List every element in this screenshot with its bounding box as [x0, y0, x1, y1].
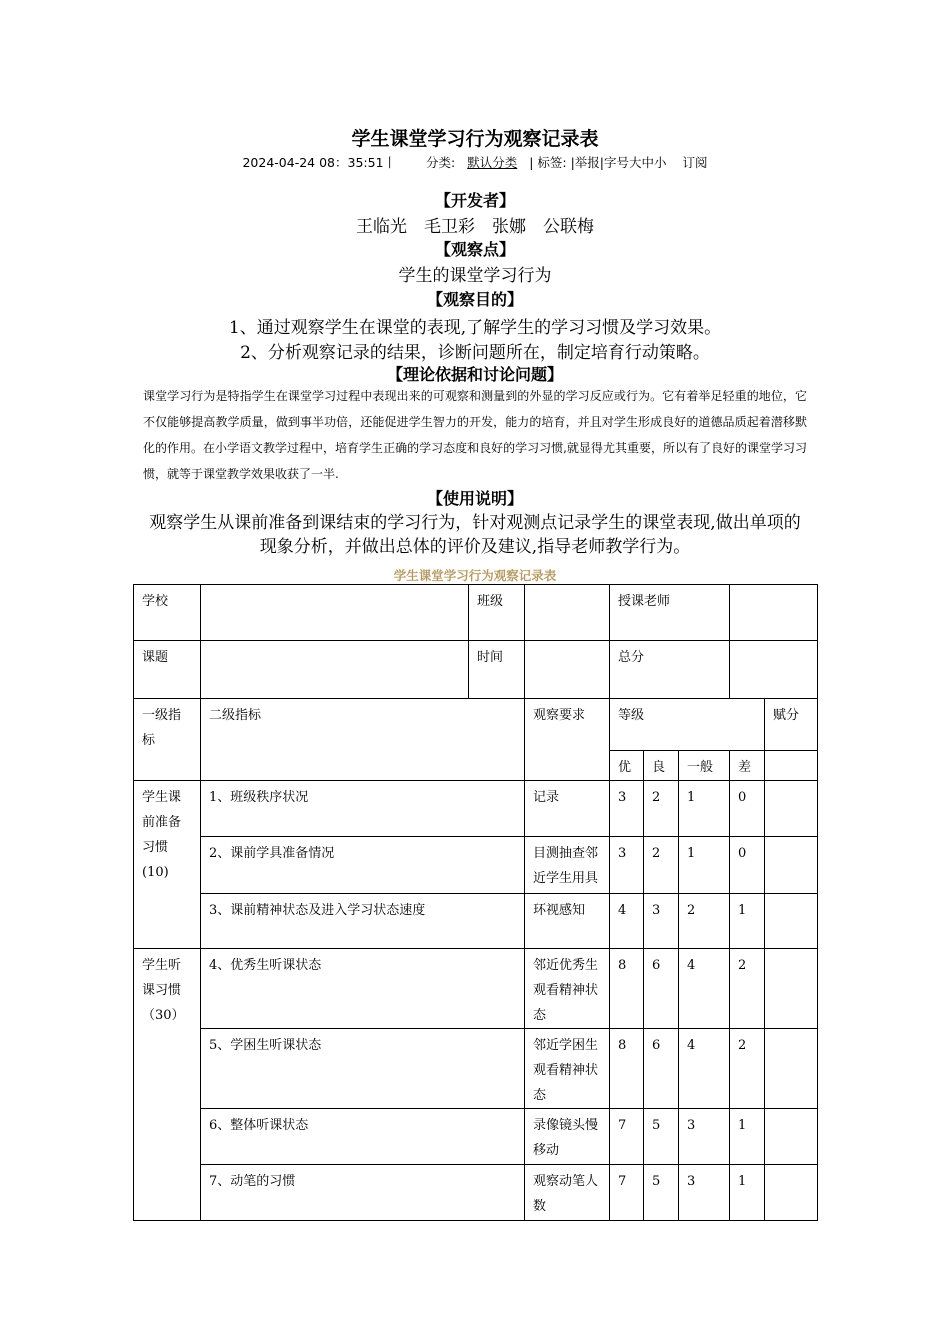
observation-requirement: 邻近学困生观看精神状态 — [525, 1029, 610, 1109]
indicator-item: 2、课前学具准备情况 — [201, 837, 525, 894]
table-row — [134, 781, 818, 837]
grade-average: 3 — [679, 1165, 730, 1221]
score-subheader — [765, 751, 818, 781]
time-label: 时间 — [469, 641, 525, 699]
grade-poor: 2 — [730, 1029, 765, 1109]
score-cell[interactable] — [765, 1109, 818, 1165]
col-grade-header: 等级 — [610, 699, 765, 751]
grade-poor: 1 — [730, 1165, 765, 1221]
teacher-value[interactable] — [730, 585, 818, 641]
grade-poor: 2 — [730, 949, 765, 1029]
grade-average-header: 一般 — [679, 751, 730, 781]
tag-links[interactable]: | 标签: |举报|字号大中小 — [529, 155, 667, 170]
purpose-heading: 【观察目的】 — [426, 290, 523, 309]
grade-good: 5 — [644, 1109, 679, 1165]
class-value[interactable] — [525, 585, 610, 641]
table-row — [134, 949, 818, 1029]
grade-good-header: 良 — [644, 751, 679, 781]
table-row — [134, 1029, 818, 1109]
indicator-item: 4、优秀生听课状态 — [201, 949, 525, 1029]
grade-poor-header: 差 — [730, 751, 765, 781]
table-row — [134, 894, 818, 949]
table-row — [134, 837, 818, 894]
total-label: 总分 — [610, 641, 730, 699]
indicator-item: 1、班级秩序状况 — [201, 781, 525, 837]
grade-excellent: 7 — [610, 1109, 644, 1165]
grade-average: 2 — [679, 894, 730, 949]
school-label: 学校 — [134, 585, 201, 641]
observation-point-heading: 【观察点】 — [434, 240, 515, 259]
grade-excellent: 8 — [610, 949, 644, 1029]
grade-good: 6 — [644, 949, 679, 1029]
theory-paragraph: 课堂学习行为是特指学生在课堂学习过程中表现出来的可观察和测量到的外显的学习反应或行为。它有着举足轻重的地位，它不仅能够提高教学质量，做到事半功倍，还能促进学生智力的开发，能力的培育，并且对学生形成良好的道德品质起着潜移默化的作用。在小学语文教学过程中，培育学生正确的学习态度和良好的学习习惯,就显得尤其重要，所以有了良好的课堂学习习惯，就等于课堂教学效果收获了一半. — [143, 389, 807, 481]
indicator-item: 3、课前精神状态及进入学习状态速度 — [201, 894, 525, 949]
table-row — [134, 641, 818, 699]
topic-label: 课题 — [134, 641, 201, 699]
observation-requirement: 环视感知 — [525, 894, 610, 949]
grade-excellent: 7 — [610, 1165, 644, 1221]
class-label: 班级 — [469, 585, 525, 641]
developers: 王临光 毛卫彩 张娜 公联梅 — [356, 217, 594, 237]
grade-excellent: 3 — [610, 837, 644, 894]
score-cell[interactable] — [765, 949, 818, 1029]
score-cell[interactable] — [765, 781, 818, 837]
grade-average: 1 — [679, 837, 730, 894]
col-requirement-header: 观察要求 — [525, 699, 610, 781]
school-value[interactable] — [201, 585, 469, 641]
grade-good: 6 — [644, 1029, 679, 1109]
observation-point: 学生的课堂学习行为 — [398, 266, 552, 286]
table-row — [134, 1109, 818, 1165]
subscribe-link[interactable]: 订阅 — [682, 155, 708, 170]
grade-good: 2 — [644, 837, 679, 894]
time-value[interactable] — [525, 641, 610, 699]
page-title: 学生课堂学习行为观察记录表 — [351, 128, 599, 150]
col-level1-header: 一级指标 — [134, 699, 201, 781]
indicator-item: 5、学困生听课状态 — [201, 1029, 525, 1109]
score-cell[interactable] — [765, 1165, 818, 1221]
score-cell[interactable] — [765, 894, 818, 949]
purpose-item-1: 1、通过观察学生在课堂的表现,了解学生的学习习惯及学习效果。 — [228, 318, 722, 338]
total-value[interactable] — [730, 641, 818, 699]
table-header-row — [134, 699, 818, 751]
developers-heading: 【开发者】 — [434, 191, 515, 210]
col-level2-header: 二级指标 — [201, 699, 525, 781]
grade-poor: 0 — [730, 781, 765, 837]
grade-good: 5 — [644, 1165, 679, 1221]
indicator-item: 6、整体听课状态 — [201, 1109, 525, 1165]
grade-average: 4 — [679, 1029, 730, 1109]
grade-excellent: 4 — [610, 894, 644, 949]
observation-requirement: 目测抽查邻近学生用具 — [525, 837, 610, 894]
grade-good: 2 — [644, 781, 679, 837]
post-datetime: 2024-04-24 08：35:51丨 — [242, 155, 397, 170]
group-label: 学生听课习惯（30） — [134, 949, 201, 1221]
grade-average: 1 — [679, 781, 730, 837]
usage-heading: 【使用说明】 — [426, 489, 523, 508]
post-meta — [0, 153, 950, 171]
theory-heading: 【理论依据和讨论问题】 — [386, 365, 563, 384]
observation-requirement: 邻近优秀生观看精神状态 — [525, 949, 610, 1029]
table-row — [134, 585, 818, 641]
grade-poor: 0 — [730, 837, 765, 894]
score-cell[interactable] — [765, 1029, 818, 1109]
grade-excellent: 3 — [610, 781, 644, 837]
indicator-item: 7、动笔的习惯 — [201, 1165, 525, 1221]
score-cell[interactable] — [765, 837, 818, 894]
topic-value[interactable] — [201, 641, 469, 699]
grade-poor: 1 — [730, 894, 765, 949]
table-caption: 学生课堂学习行为观察记录表 — [393, 568, 557, 583]
grade-average: 3 — [679, 1109, 730, 1165]
usage-paragraph: 观察学生从课前准备到课结束的学习行为，针对观测点记录学生的课堂表现,做出单项的现象分析，并做出总体的评价及建议,指导老师教学行为。 — [149, 513, 801, 557]
teacher-label: 授课老师 — [610, 585, 730, 641]
grade-good: 3 — [644, 894, 679, 949]
table-row — [134, 1165, 818, 1221]
group-label: 学生课前准备习惯(10) — [134, 781, 201, 949]
grade-excellent-header: 优 — [610, 751, 644, 781]
observation-table — [133, 584, 818, 1221]
observation-requirement: 记录 — [525, 781, 610, 837]
category-link[interactable]: 默认分类 — [467, 155, 518, 170]
col-score-header: 赋分 — [765, 699, 818, 751]
grade-average: 4 — [679, 949, 730, 1029]
grade-poor: 1 — [730, 1109, 765, 1165]
category-label: 分类: — [426, 155, 456, 170]
grade-excellent: 8 — [610, 1029, 644, 1109]
observation-requirement: 录像镜头慢移动 — [525, 1109, 610, 1165]
observation-requirement: 观察动笔人数 — [525, 1165, 610, 1221]
purpose-item-2: 2、分析观察记录的结果，诊断问题所在，制定培育行动策略。 — [240, 343, 710, 363]
